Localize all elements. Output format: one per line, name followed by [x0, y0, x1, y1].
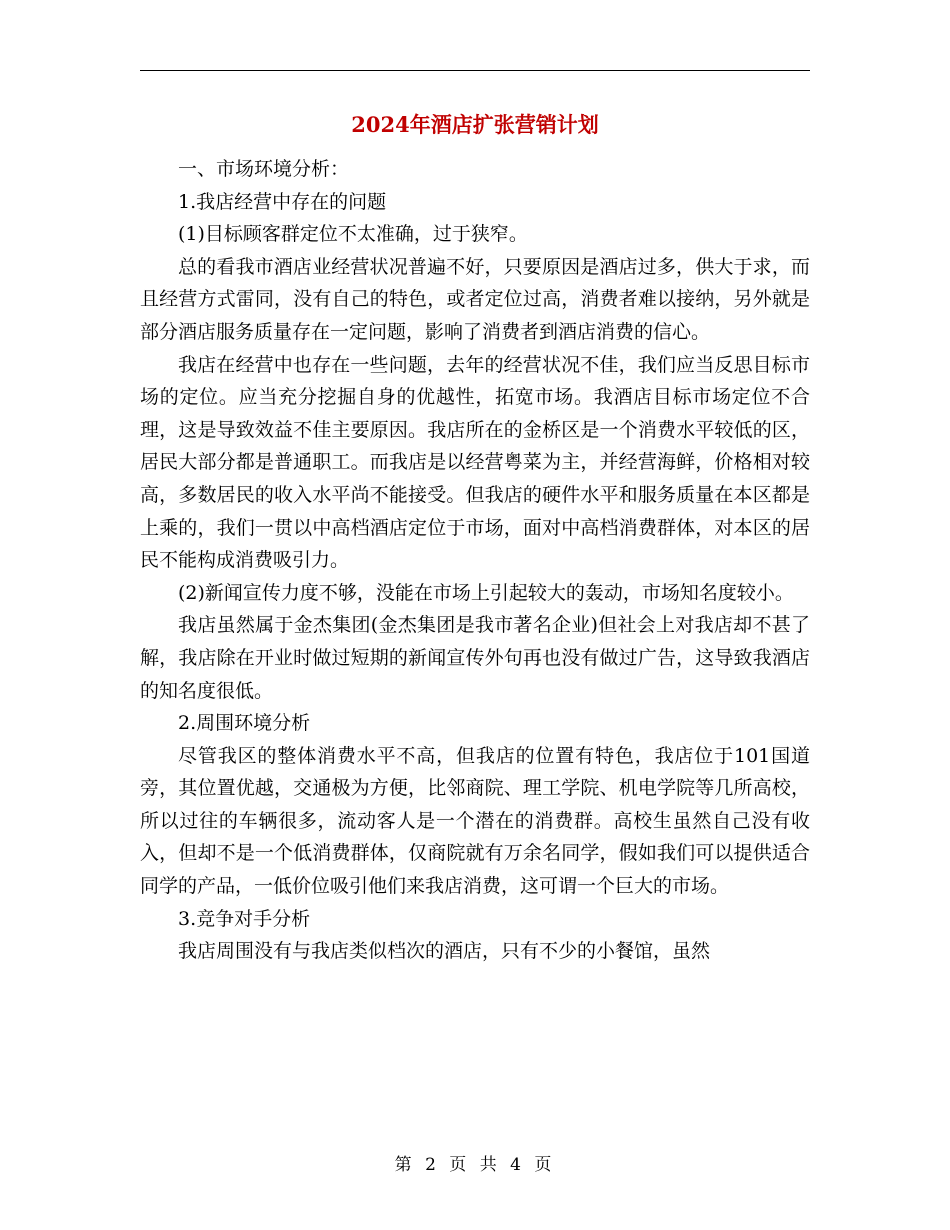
body-paragraph: 我店周围没有与我店类似档次的酒店，只有不少的小餐馆，虽然 — [178, 940, 711, 963]
document-title: 2024年酒店扩张营销计划 — [351, 112, 599, 137]
subsection-heading-environment: 2.周围环境分析 — [178, 712, 311, 735]
body-paragraph: 尽管我区的整体消费水平不高，但我店的位置有特色，我店位于101国道旁，其位置优越，交通极为方便，比邻商院、理工学院、机电学院等几所高校，所以过往的车辆很多，流动客人是一个潜在的消费群。高校生虽然自己没有收入，但却不是一个低消费群体，仅商院就有万余名同学，假如我们可以提供适合同学的产品，一低价位吸引他们来我店消费，这可谓一个巨大的市场。 — [140, 744, 810, 898]
header-rule — [140, 70, 810, 71]
subsection-heading-competitors: 3.竞争对手分析 — [178, 907, 311, 930]
subsection-heading-operating-problems: 1.我店经营中存在的问题 — [178, 190, 387, 213]
body-paragraph: 我店虽然属于金杰集团(金杰集团是我市著名企业)但社会上对我店却不甚了解，我店除在开业时做过短期的新闻宣传外句再也没有做过广告，这导致我酒店的知名度很低。 — [140, 614, 810, 702]
section-heading-market-analysis: 一、市场环境分析： — [178, 158, 350, 180]
page-number-footer: 第 2 页 共 4 页 — [394, 1155, 556, 1175]
body-paragraph: 总的看我市酒店业经营状况普遍不好，只要原因是酒店过多，供大于求，而且经营方式雷同，没有自己的特色，或者定位过高，消费者难以接纳，另外就是部分酒店服务质量存在一定问题，影响了消费者到酒店消费的信心。 — [140, 255, 810, 343]
item-heading-target-customers: (1)目标顾客群定位不太准确，过于狭窄。 — [178, 223, 528, 246]
item-heading-publicity: (2)新闻宣传力度不够，没能在市场上引起较大的轰动，市场知名度较小。 — [178, 581, 794, 604]
document-body — [140, 153, 810, 968]
body-paragraph: 我店在经营中也存在一些问题，去年的经营状况不佳，我们应当反思目标市场的定位。应当充分挖掘自身的优越性，拓宽市场。我酒店目标市场定位不合理，这是导致效益不佳主要原因。我店所在的金桥区是一个消费水平较低的区，居民大部分都是普通职工。而我店是以经营粤菜为主，并经营海鲜，价格相对较高，多数居民的收入水平尚不能接受。但我店的硬件水平和服务质量在本区都是上乘的，我们一贯以中高档酒店定位于市场，面对中高档消费群体，对本区的居民不能构成消费吸引力。 — [140, 353, 810, 572]
